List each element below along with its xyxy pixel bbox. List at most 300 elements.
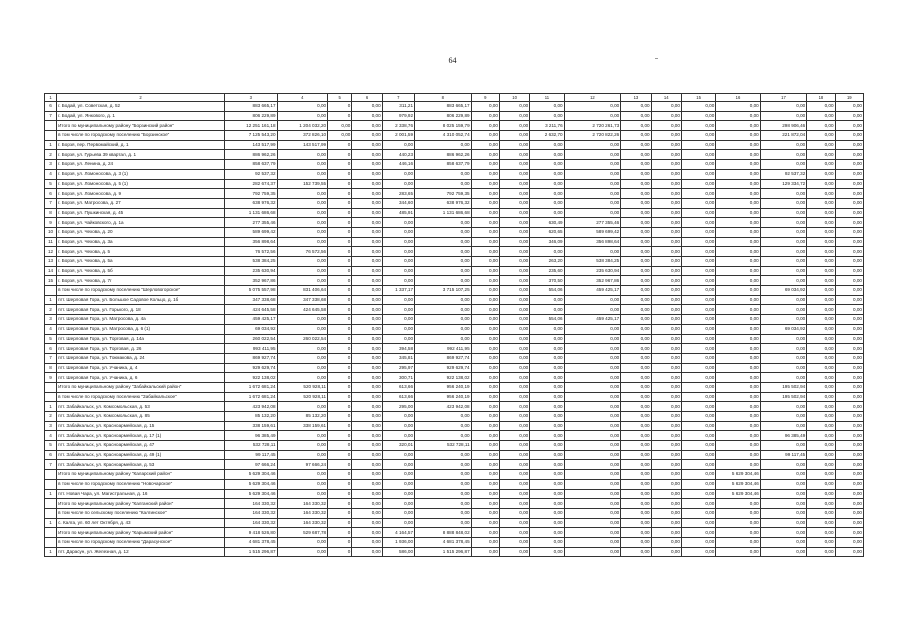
value-cell: 424 645,58 — [224, 305, 277, 315]
value-cell: 0,00 — [835, 547, 863, 557]
value-cell: 0,00 — [681, 227, 715, 237]
value-cell: 0,00 — [564, 305, 621, 315]
value-cell: 0,00 — [651, 499, 681, 509]
value-cell: 0,00 — [651, 392, 681, 402]
value-cell: 0,00 — [681, 402, 715, 412]
value-cell: 0,00 — [382, 470, 414, 480]
value-cell: 0,00 — [499, 489, 529, 499]
value-cell: 0,00 — [382, 227, 414, 237]
value-cell: 0,00 — [564, 160, 621, 170]
address-cell: пгт. Забайкальск, ул. Красноармейская, д. 47 — [57, 441, 225, 451]
value-cell: 0,00 — [530, 150, 564, 160]
row-number: 4 — [45, 169, 57, 179]
value-cell: 0,00 — [564, 470, 621, 480]
value-cell: 0,00 — [277, 470, 328, 480]
value-cell: 0,00 — [760, 334, 807, 344]
value-cell: 0,00 — [352, 373, 382, 383]
value-cell: 8 888 848,02 — [415, 528, 472, 538]
value-cell: 97 666,24 — [277, 460, 328, 470]
value-cell: 0,00 — [277, 547, 328, 557]
value-cell: 992 411,95 — [415, 344, 472, 354]
value-cell: 298 906,46 — [760, 121, 807, 131]
value-cell: 883 665,17 — [415, 102, 472, 112]
address-cell: пгт. Шерловая Гора, ул. Учаника, д. 4 — [57, 363, 225, 373]
value-cell: 0,00 — [499, 179, 529, 189]
value-cell: 0,00 — [471, 179, 499, 189]
value-cell: 372 826,10 — [277, 131, 328, 141]
value-cell: 0 — [328, 295, 352, 305]
value-cell: 0,00 — [807, 189, 835, 199]
value-cell: 0,00 — [415, 179, 472, 189]
value-cell: 0,00 — [382, 499, 414, 509]
value-cell: 0,00 — [382, 334, 414, 344]
value-cell: 0,00 — [621, 140, 651, 150]
value-cell: 792 759,35 — [224, 189, 277, 199]
value-cell: 0,00 — [471, 121, 499, 131]
value-cell: 0,00 — [415, 499, 472, 509]
value-cell: 0,00 — [681, 441, 715, 451]
value-cell: 0,00 — [681, 257, 715, 267]
value-cell: 0,00 — [499, 373, 529, 383]
value-cell: 1 515 296,87 — [415, 547, 472, 557]
value-cell: 164 330,32 — [224, 518, 277, 528]
table-row — [45, 121, 864, 131]
value-cell: 0,00 — [277, 227, 328, 237]
value-cell: 0,00 — [760, 528, 807, 538]
value-cell: 0,00 — [382, 324, 414, 334]
value-cell: 0,00 — [807, 160, 835, 170]
row-number — [45, 131, 57, 141]
row-number: 6 — [45, 344, 57, 354]
value-cell: 0,00 — [760, 266, 807, 276]
value-cell: 0 — [328, 382, 352, 392]
value-cell: 0,00 — [564, 412, 621, 422]
value-cell: 0,00 — [382, 450, 414, 460]
value-cell: 0,00 — [530, 537, 564, 547]
address-cell: пгт. Забайкальск, ул. Красноармейская, д. 49 (1) — [57, 450, 225, 460]
value-cell: 0,00 — [835, 392, 863, 402]
value-cell: 0,00 — [681, 353, 715, 363]
value-cell: 0,00 — [760, 353, 807, 363]
address-cell: пгт. Шерловая Гора, ул. Матросова, д. 6 (1) — [57, 324, 225, 334]
value-cell: 0,00 — [564, 150, 621, 160]
value-cell: 0,00 — [760, 247, 807, 257]
value-cell: 0,00 — [564, 295, 621, 305]
value-cell: 0,00 — [499, 499, 529, 509]
value-cell: 0,00 — [564, 353, 621, 363]
value-cell: 0,00 — [277, 537, 328, 547]
value-cell: 0,00 — [352, 179, 382, 189]
row-number: 8 — [45, 208, 57, 218]
value-cell: 0,00 — [277, 373, 328, 383]
value-cell: 0,00 — [499, 363, 529, 373]
value-cell: 0 — [328, 392, 352, 402]
row-number: 1 — [45, 140, 57, 150]
value-cell: 344,60 — [382, 198, 414, 208]
table-row — [45, 247, 864, 257]
value-cell: 0,00 — [760, 518, 807, 528]
value-cell: 0,00 — [760, 295, 807, 305]
column-number: 5 — [328, 94, 352, 102]
row-number: 3 — [45, 421, 57, 431]
value-cell: 0,00 — [352, 479, 382, 489]
value-cell: 96 385,49 — [224, 431, 277, 441]
value-cell: 0 — [328, 140, 352, 150]
address-cell: пгт. Шерловая Гора, ул. Учаника, д. 6 — [57, 373, 225, 383]
column-number: 17 — [760, 94, 807, 102]
value-cell: 164 330,32 — [224, 508, 277, 518]
value-cell: 0,00 — [621, 227, 651, 237]
value-cell: 1 672 681,24 — [224, 392, 277, 402]
column-number: 13 — [621, 94, 651, 102]
value-cell: 0,00 — [621, 131, 651, 141]
row-number: 6 — [45, 102, 57, 112]
value-cell: 0,00 — [530, 189, 564, 199]
value-cell: 0,00 — [835, 257, 863, 267]
value-cell: 0,00 — [716, 276, 760, 286]
value-cell: 5 629 304,46 — [224, 479, 277, 489]
value-cell: 0,00 — [352, 460, 382, 470]
value-cell: 0,00 — [530, 295, 564, 305]
value-cell: 922 138,02 — [224, 373, 277, 383]
value-cell: 0 — [328, 547, 352, 557]
value-cell: 0 — [328, 150, 352, 160]
value-cell: 0,00 — [651, 121, 681, 131]
value-cell: 0,00 — [530, 382, 564, 392]
value-cell: 0,00 — [499, 353, 529, 363]
value-cell: 0,00 — [835, 499, 863, 509]
value-cell: 0,00 — [471, 131, 499, 141]
value-cell: 0,00 — [277, 189, 328, 199]
column-number: 3 — [224, 94, 277, 102]
value-cell: 0,00 — [564, 441, 621, 451]
value-cell: 92 537,32 — [224, 169, 277, 179]
value-cell: 0,00 — [651, 460, 681, 470]
value-cell: 0,00 — [716, 227, 760, 237]
column-number: 19 — [835, 94, 863, 102]
address-cell: г. Борзя, ул. Чехова, д. 3а — [57, 237, 225, 247]
value-cell: 2 338,76 — [382, 121, 414, 131]
table-row — [45, 460, 864, 470]
value-cell: 0,00 — [807, 218, 835, 228]
value-cell: 69 034,92 — [760, 324, 807, 334]
value-cell: 0,00 — [499, 111, 529, 121]
value-cell: 347 338,68 — [224, 295, 277, 305]
value-cell: 0,00 — [716, 179, 760, 189]
value-cell: 0,00 — [530, 470, 564, 480]
value-cell: 0,00 — [415, 257, 472, 267]
value-cell: 92 537,32 — [760, 169, 807, 179]
value-cell: 0,00 — [651, 102, 681, 112]
value-cell: 221 872,04 — [760, 131, 807, 141]
value-cell: 0 — [328, 286, 352, 296]
value-cell: 0,00 — [621, 102, 651, 112]
value-cell: 0,00 — [277, 441, 328, 451]
value-cell: 0,00 — [716, 237, 760, 247]
value-cell: 0 — [328, 102, 352, 112]
value-cell: 0,00 — [530, 392, 564, 402]
table-row — [45, 237, 864, 247]
value-cell: 0,00 — [277, 450, 328, 460]
value-cell: 0,00 — [564, 508, 621, 518]
value-cell: 0,00 — [415, 295, 472, 305]
value-cell: 0,00 — [835, 111, 863, 121]
value-cell: 589 699,42 — [564, 227, 621, 237]
value-cell: 347 338,68 — [277, 295, 328, 305]
value-cell: 0,00 — [415, 266, 472, 276]
value-cell: 0,00 — [499, 479, 529, 489]
value-cell: 0,00 — [835, 518, 863, 528]
value-cell: 0,00 — [415, 470, 472, 480]
value-cell: 0,00 — [651, 450, 681, 460]
value-cell: 0,00 — [352, 189, 382, 199]
table-row — [45, 131, 864, 141]
value-cell: 0,00 — [835, 266, 863, 276]
value-cell: 0,00 — [807, 198, 835, 208]
row-number — [45, 499, 57, 509]
value-cell: 423 942,08 — [415, 402, 472, 412]
table-row — [45, 431, 864, 441]
address-cell: г. Борзя, ул. Чехова, д. 5 — [57, 247, 225, 257]
value-cell: 0,00 — [530, 402, 564, 412]
address-cell: г. Борзя, ул. Чехова, д. 20 — [57, 227, 225, 237]
value-cell: 0,00 — [716, 257, 760, 267]
value-cell: 0,00 — [564, 189, 621, 199]
value-cell: 0,00 — [382, 140, 414, 150]
value-cell: 0,00 — [499, 528, 529, 538]
value-cell: 0,00 — [760, 373, 807, 383]
value-cell: 0,00 — [681, 247, 715, 257]
value-cell: 0,00 — [382, 479, 414, 489]
value-cell: 613,66 — [382, 392, 414, 402]
value-cell: 0,00 — [835, 131, 863, 141]
value-cell: 0 — [328, 237, 352, 247]
value-cell: 0,00 — [716, 218, 760, 228]
value-cell: 0,00 — [621, 334, 651, 344]
value-cell: 0,00 — [835, 334, 863, 344]
value-cell: 0,00 — [564, 402, 621, 412]
value-cell: 0,00 — [471, 189, 499, 199]
value-cell: 0,00 — [716, 508, 760, 518]
value-cell: 0,00 — [499, 140, 529, 150]
value-cell: 0,00 — [352, 257, 382, 267]
value-cell: 0,00 — [807, 470, 835, 480]
value-cell: 0,00 — [835, 276, 863, 286]
value-cell: 0,00 — [499, 315, 529, 325]
address-cell: в том числе по городскому поселению "Шерловогорское" — [57, 286, 225, 296]
value-cell: 0,00 — [621, 489, 651, 499]
value-cell: 0,00 — [681, 266, 715, 276]
value-cell: 0 — [328, 508, 352, 518]
value-cell: 0,00 — [835, 489, 863, 499]
value-cell: 0 — [328, 276, 352, 286]
value-cell: 0 — [328, 373, 352, 383]
table-row — [45, 179, 864, 189]
value-cell: 0,00 — [716, 102, 760, 112]
value-cell: 0,00 — [352, 111, 382, 121]
value-cell: 0,00 — [760, 547, 807, 557]
value-cell: 4 681 378,45 — [415, 537, 472, 547]
value-cell: 0 — [328, 431, 352, 441]
value-cell: 0,00 — [807, 111, 835, 121]
value-cell: 0,00 — [807, 334, 835, 344]
value-cell: 0,00 — [621, 450, 651, 460]
row-number — [45, 479, 57, 489]
value-cell: 356 898,64 — [224, 237, 277, 247]
value-cell: 0,00 — [621, 266, 651, 276]
value-cell: 0,00 — [564, 373, 621, 383]
value-cell: 0,00 — [651, 518, 681, 528]
value-cell: 0,00 — [681, 518, 715, 528]
value-cell: 282 674,37 — [224, 179, 277, 189]
value-cell: 0,00 — [415, 324, 472, 334]
value-cell: 0,00 — [564, 450, 621, 460]
value-cell: 0,00 — [651, 470, 681, 480]
value-cell: 0,00 — [352, 150, 382, 160]
value-cell: 0,00 — [835, 508, 863, 518]
value-cell: 0,00 — [807, 286, 835, 296]
value-cell: 0,00 — [621, 324, 651, 334]
address-cell: пгт. Забайкальск, ул. Красноармейская, д. 15 — [57, 421, 225, 431]
value-cell: 0,00 — [471, 489, 499, 499]
value-cell: 0,00 — [352, 353, 382, 363]
value-cell: 0,00 — [681, 334, 715, 344]
value-cell: 0,00 — [807, 266, 835, 276]
value-cell: 0,00 — [621, 237, 651, 247]
value-cell: 0 — [328, 528, 352, 538]
value-cell: 0,00 — [807, 131, 835, 141]
value-cell: 0 — [328, 441, 352, 451]
value-cell: 143 517,99 — [277, 140, 328, 150]
row-number: 6 — [45, 189, 57, 199]
value-cell: 0,00 — [352, 547, 382, 557]
value-cell: 0,00 — [471, 237, 499, 247]
value-cell: 0,00 — [277, 111, 328, 121]
value-cell: 0,00 — [382, 247, 414, 257]
value-cell: 0,00 — [499, 470, 529, 480]
table-row — [45, 198, 864, 208]
value-cell: 0,00 — [681, 102, 715, 112]
row-number: 1 — [45, 402, 57, 412]
value-cell: 831 406,64 — [277, 286, 328, 296]
value-cell: 0,00 — [471, 441, 499, 451]
row-number: 12 — [45, 247, 57, 257]
value-cell: 0,00 — [499, 508, 529, 518]
value-cell: 0,00 — [681, 528, 715, 538]
value-cell: 0,00 — [471, 247, 499, 257]
value-cell: 0 — [328, 489, 352, 499]
value-cell: 0,00 — [681, 412, 715, 422]
value-cell: 0,00 — [564, 421, 621, 431]
table-row — [45, 150, 864, 160]
address-cell: г. Борзя, ул. Чайковского, д. 1а — [57, 218, 225, 228]
value-cell: 0,00 — [415, 479, 472, 489]
value-cell: 0,00 — [471, 266, 499, 276]
value-cell: 0,00 — [835, 247, 863, 257]
value-cell: 0,00 — [530, 102, 564, 112]
value-cell: 0,00 — [564, 392, 621, 402]
value-cell: 0,00 — [651, 382, 681, 392]
value-cell: 0,00 — [807, 460, 835, 470]
value-cell: 5 629 304,46 — [716, 470, 760, 480]
value-cell: 0,00 — [621, 479, 651, 489]
value-cell: 0,00 — [651, 305, 681, 315]
value-cell: 97 666,24 — [224, 460, 277, 470]
value-cell: 0,00 — [499, 247, 529, 257]
value-cell: 0 — [328, 363, 352, 373]
row-number — [45, 382, 57, 392]
value-cell: 538 384,25 — [564, 257, 621, 267]
value-cell: 0,00 — [352, 198, 382, 208]
value-cell: 0,00 — [530, 198, 564, 208]
table-row — [45, 305, 864, 315]
value-cell: 0,00 — [681, 382, 715, 392]
value-cell: 0,00 — [681, 315, 715, 325]
column-number: 4 — [277, 94, 328, 102]
value-cell: 0,00 — [621, 121, 651, 131]
value-cell: 0,00 — [621, 295, 651, 305]
value-cell: 129 334,72 — [760, 179, 807, 189]
value-cell: 532 728,11 — [415, 441, 472, 451]
value-cell: 4 164,57 — [382, 528, 414, 538]
value-cell: 0,00 — [835, 537, 863, 547]
value-cell: 956 240,19 — [415, 382, 472, 392]
row-number: 2 — [45, 412, 57, 422]
value-cell: 0,00 — [760, 218, 807, 228]
value-cell: 0,00 — [760, 441, 807, 451]
value-cell: 0,00 — [651, 160, 681, 170]
value-cell: 0,00 — [415, 334, 472, 344]
row-number: 13 — [45, 257, 57, 267]
value-cell: 0,00 — [716, 111, 760, 121]
value-cell: 0,00 — [277, 402, 328, 412]
value-cell: 0,00 — [681, 140, 715, 150]
address-cell: г. Борзя, ул. Ломоносова, д. 5 (1) — [57, 179, 225, 189]
address-cell: г. Борзя, ул. Матросова, д. 27 — [57, 198, 225, 208]
value-cell: 0,00 — [530, 324, 564, 334]
value-cell: 858 637,79 — [224, 160, 277, 170]
value-cell: 0 — [328, 266, 352, 276]
column-number: 1 — [45, 94, 57, 102]
value-cell: 0,00 — [651, 295, 681, 305]
value-cell: 638 976,32 — [415, 198, 472, 208]
address-cell: пгт. Шерловая Гора, ул. Большое Садовое Кольцо, д. 1б — [57, 295, 225, 305]
table-row — [45, 102, 864, 112]
table-row — [45, 286, 864, 296]
value-cell: 423 942,08 — [224, 402, 277, 412]
value-cell: 0 — [328, 198, 352, 208]
value-cell: 0,00 — [530, 499, 564, 509]
value-cell: 0,00 — [681, 373, 715, 383]
value-cell: 0,00 — [352, 421, 382, 431]
value-cell: 0,00 — [651, 334, 681, 344]
value-cell: 0,00 — [807, 363, 835, 373]
value-cell: 394,58 — [382, 344, 414, 354]
value-cell: 0,00 — [621, 373, 651, 383]
table-row — [45, 353, 864, 363]
value-cell: 0,00 — [499, 402, 529, 412]
value-cell: 613,66 — [382, 382, 414, 392]
value-cell: 0,00 — [564, 324, 621, 334]
value-cell: 0,00 — [716, 324, 760, 334]
value-cell: 8 025 159,79 — [415, 121, 472, 131]
value-cell: 0,00 — [651, 344, 681, 354]
value-cell: 0,00 — [352, 315, 382, 325]
value-cell: 0,00 — [651, 489, 681, 499]
row-number: 15 — [45, 276, 57, 286]
value-cell: 0,00 — [499, 150, 529, 160]
value-cell: 0,00 — [651, 208, 681, 218]
